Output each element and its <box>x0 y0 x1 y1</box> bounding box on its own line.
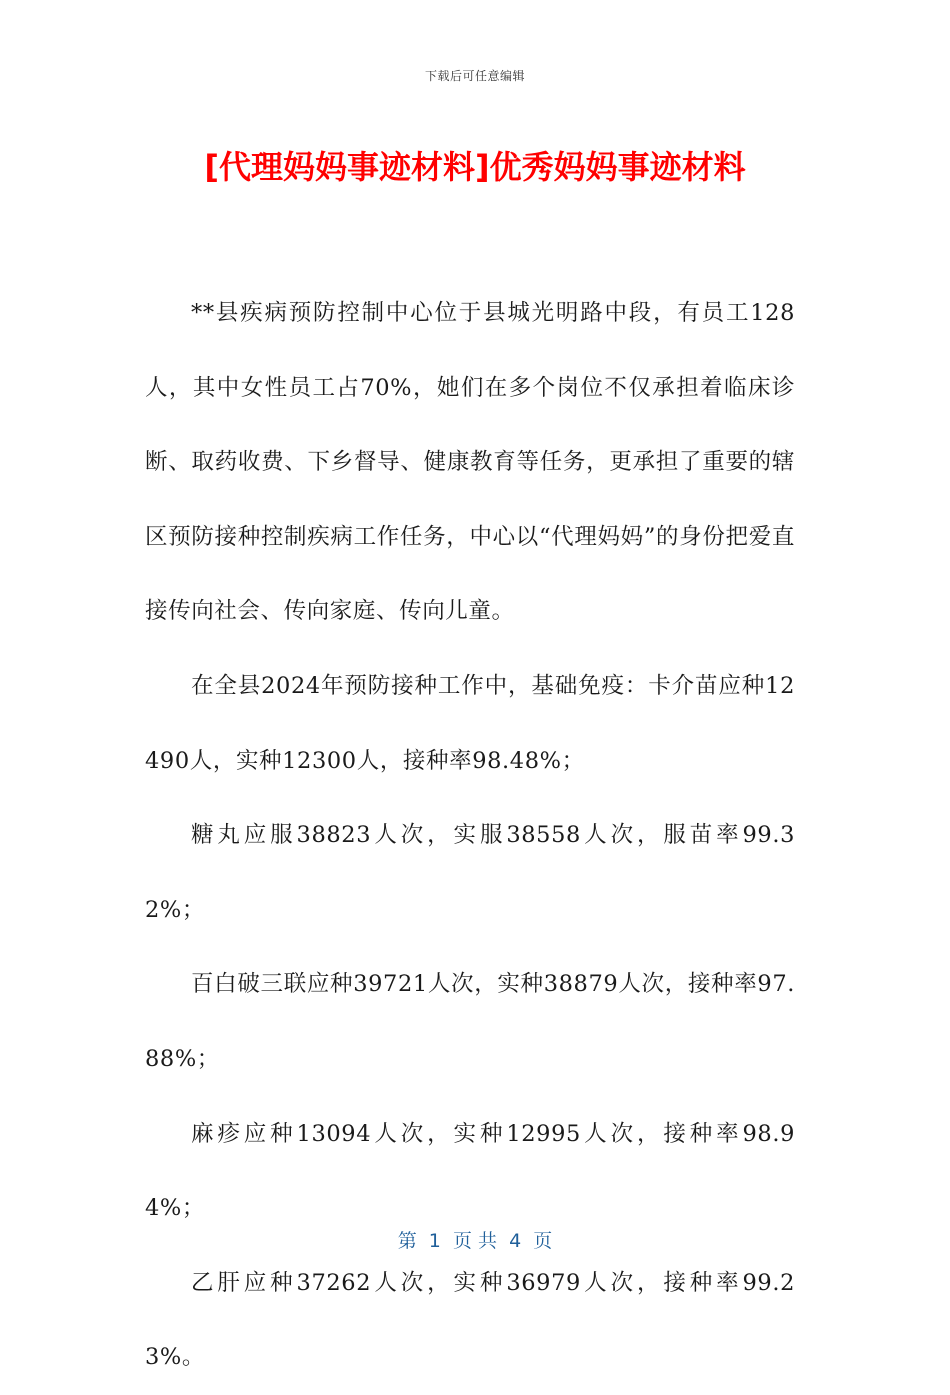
paragraph-polio-vaccine: 糖丸应服38823人次，实服38558人次，服苗率99.32%； <box>145 822 795 923</box>
paragraph-bcg-vaccine: 在全县2024年预防接种工作中，基础免疫：卡介苗应种12490人，实种12300人，接种率98.48%； <box>145 672 795 774</box>
paragraph-intro: **县疾病预防控制中心位于县城光明路中段，有员工128人，其中女性员工占70%，她们在多个岗位不仅承担着临床诊断、取药收费、下乡督导、健康教育等任务，更承担了重要的辖区预防接种控制疾病工作任务，中心以“代理妈妈”的身份把爱直接传向社会、传向家庭、传向儿童。 <box>145 300 795 625</box>
paragraph-dpt-vaccine: 百白破三联应种39721人次，实种38879人次，接种率97.88%； <box>145 971 795 1072</box>
document-title: [代理妈妈事迹材料]优秀妈妈事迹材料 <box>204 148 746 186</box>
paragraph-hepatitis-b-vaccine: 乙肝应种37262人次，实种36979人次，接种率99.23%。 <box>145 1269 795 1371</box>
header-note: 下载后可任意编辑 <box>424 69 525 83</box>
page-number-footer: 第 1 页 共 4 页 <box>397 1230 553 1252</box>
paragraph-measles-vaccine: 麻疹应种13094人次，实种12995人次，接种率98.94%； <box>145 1120 795 1222</box>
